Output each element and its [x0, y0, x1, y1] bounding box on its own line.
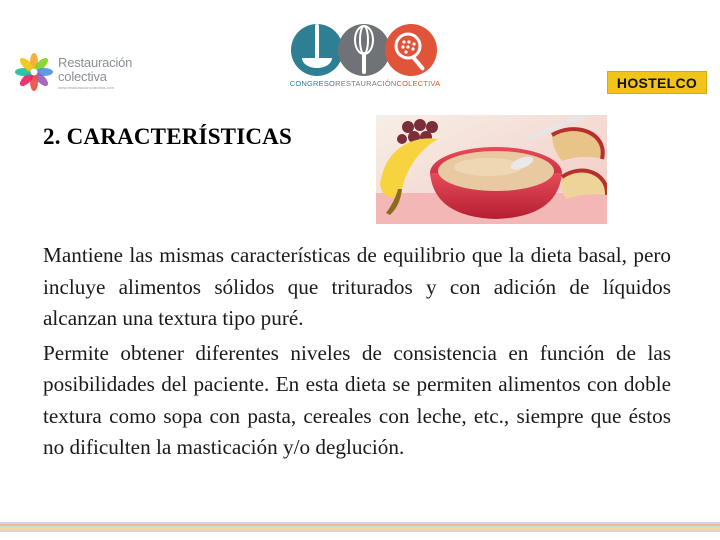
- restauracion-colectiva-logo: [12, 48, 132, 96]
- congreso-logo: [280, 20, 450, 92]
- slide-header: [0, 0, 720, 110]
- body-paragraph-1: Mantiene las mismas características de equilibrio que la dieta basal, pero incluye alimentos sólidos que triturados y con adición de líquidos alcanzan una textura tipo puré.: [43, 243, 671, 330]
- hostelco-text: HOSTELCO: [616, 74, 698, 91]
- slide-body: [43, 240, 671, 464]
- congreso-wordmark: CONGRESORESTAURACIÓNCOLECTIVA: [289, 79, 441, 88]
- hostelco-logo: [607, 71, 707, 94]
- footer-stripe: [0, 530, 720, 532]
- footer-stripes: [0, 522, 720, 532]
- flower-logo-icon: [12, 48, 58, 94]
- slide-title: 2. CARACTERÍSTICAS: [43, 124, 292, 149]
- logo-subtext: www.restauracioncolectiva.com: [58, 85, 114, 90]
- food-photo-image: [376, 115, 607, 224]
- puree-bowl-photo: [376, 115, 607, 224]
- logo-text-line2: colectiva: [58, 69, 107, 84]
- body-paragraph-2: Permite obtener diferentes niveles de consistencia en función de las posibilidades del paciente. En esta dieta se permiten alimentos con doble textura como sopa con pasta, cereales con leche, etc., siempre que éstos no dificulten la masticación y/o deglución.: [43, 340, 671, 459]
- logo-text-line1: Restauración: [58, 55, 133, 70]
- utensils-circles-icon: [288, 20, 442, 78]
